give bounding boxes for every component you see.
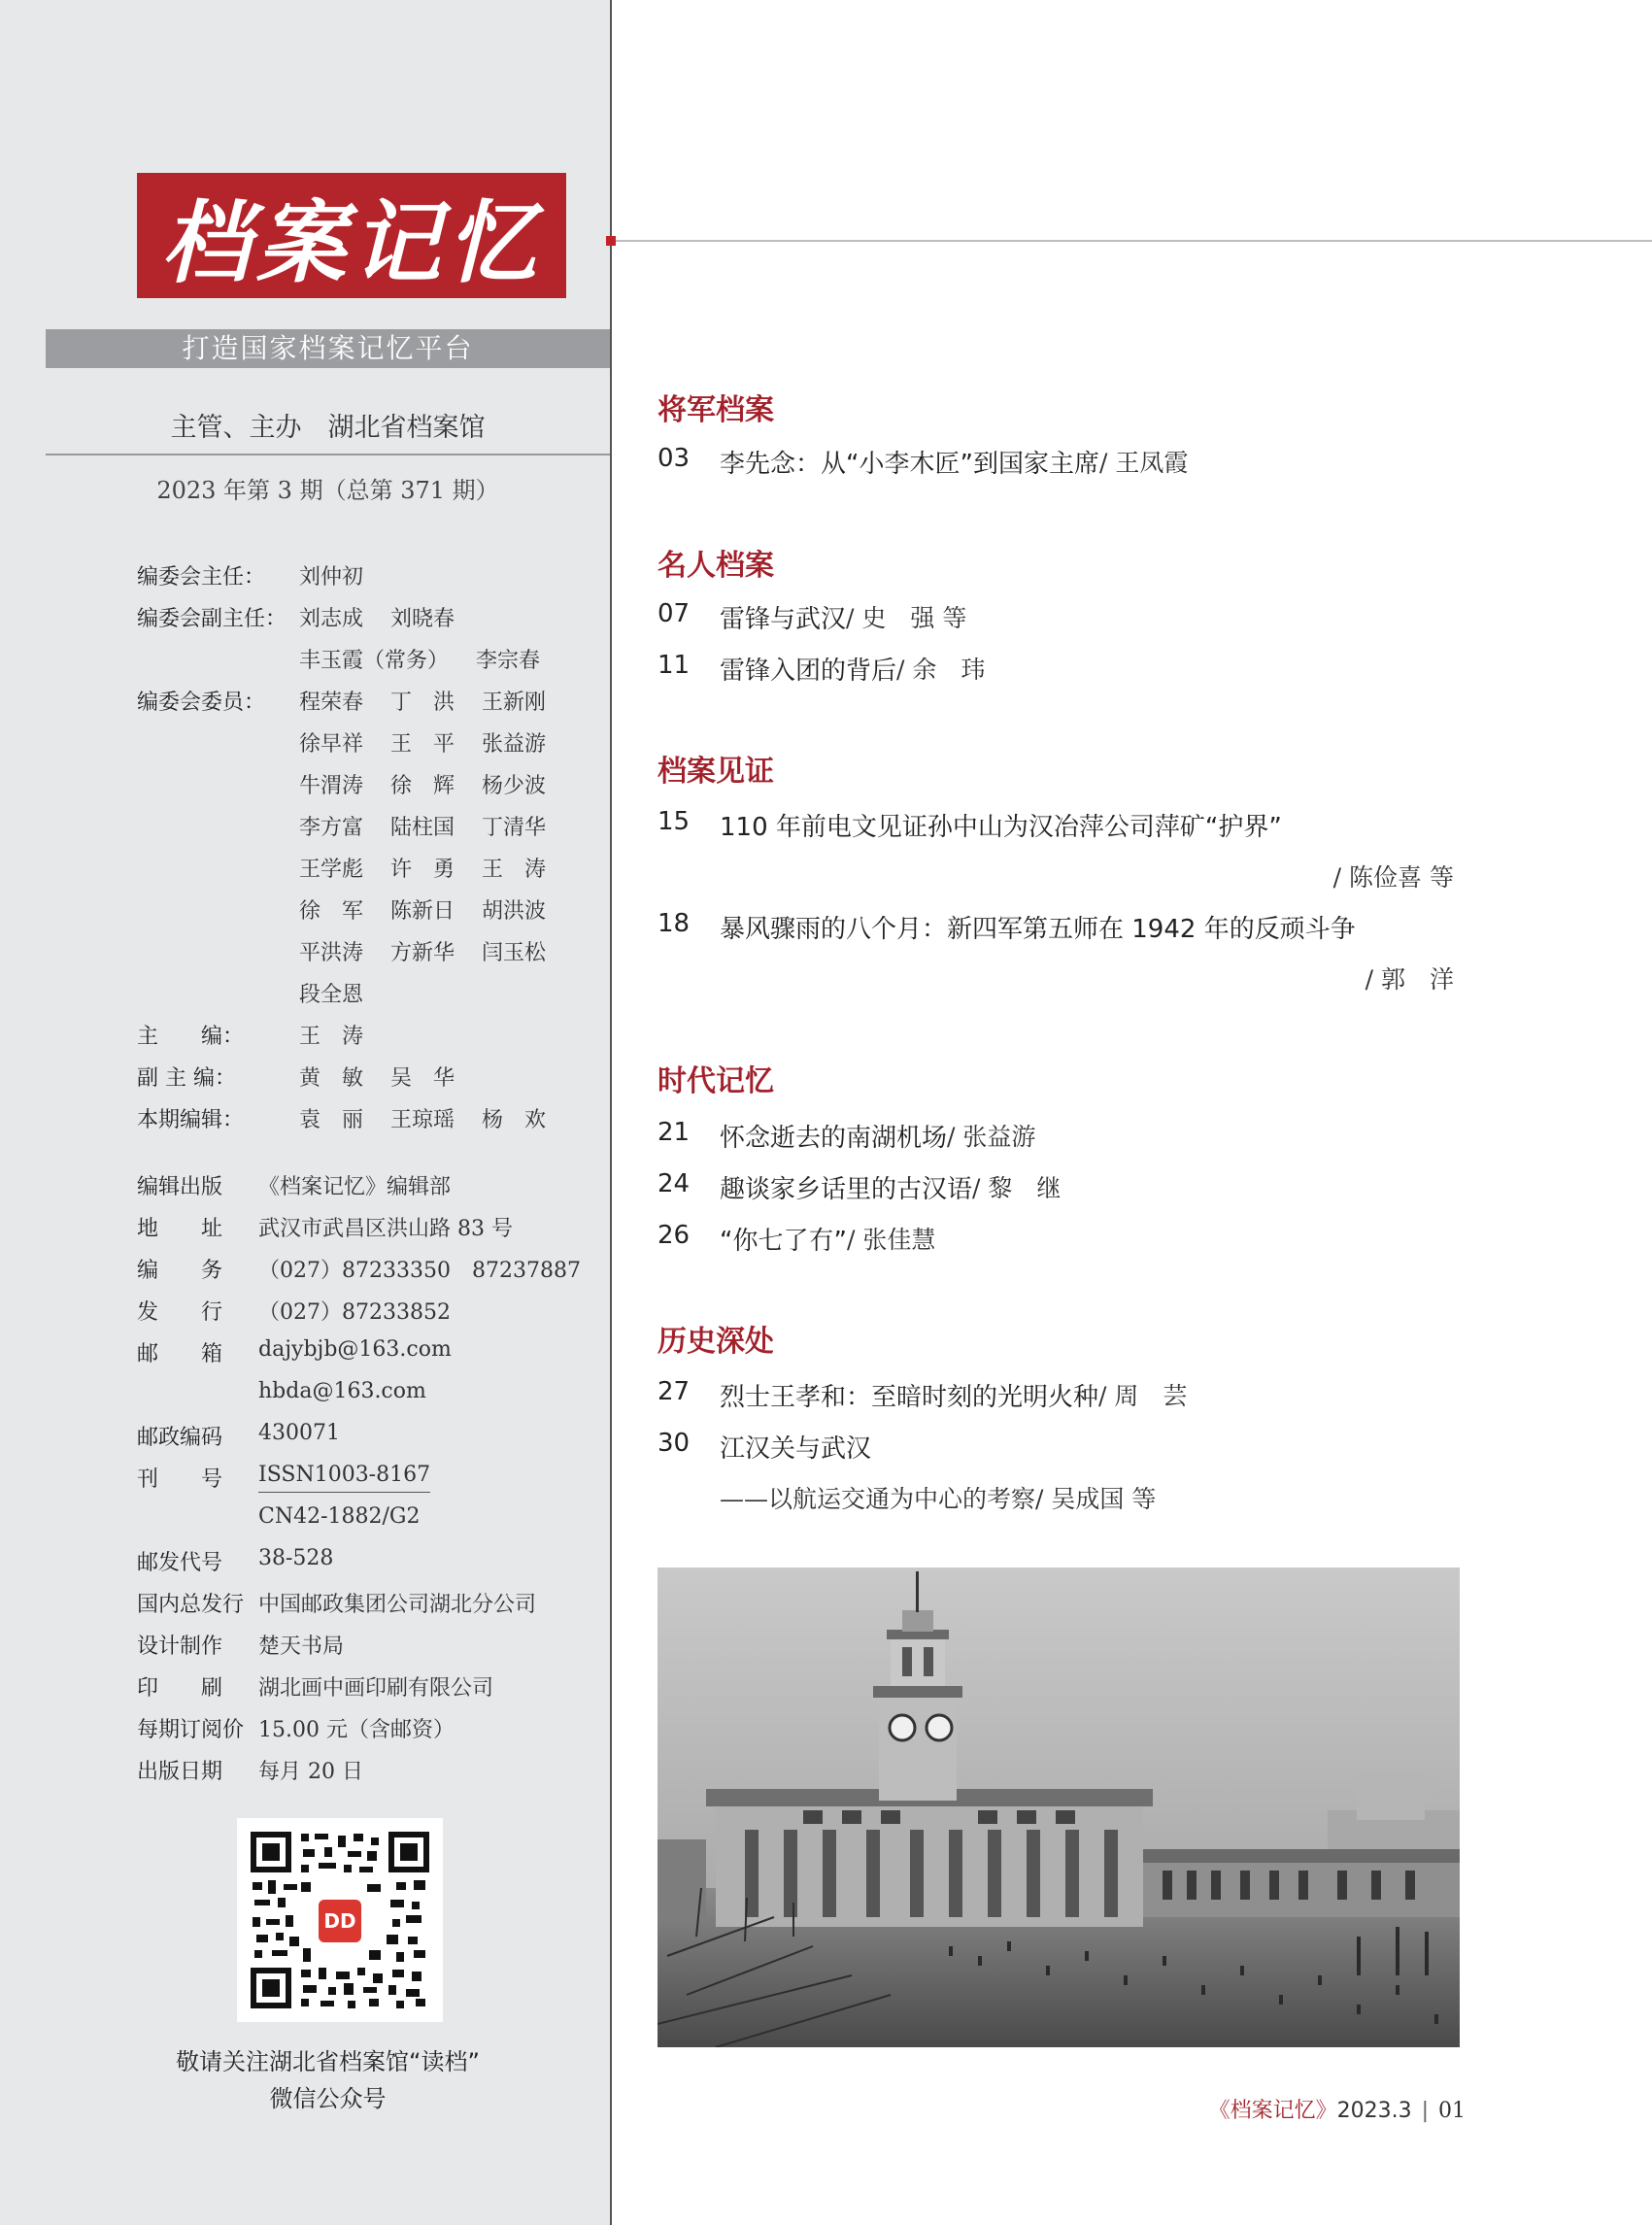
- board-row: [137, 853, 573, 883]
- info-row: [137, 1337, 452, 1367]
- article-title: 趣谈家乡话里的古汉语: [720, 1175, 973, 1204]
- info-value: 武汉市武昌区洪山路 83 号: [258, 1217, 513, 1241]
- info-row: [137, 1630, 344, 1660]
- masthead-logo: [137, 173, 566, 298]
- info-value: 每月 20 日: [258, 1760, 363, 1784]
- board-role: [137, 727, 299, 758]
- email-value: hbda@163.com: [258, 1379, 426, 1403]
- issn-value: ISSN1003-8167: [258, 1463, 430, 1493]
- board-member: 刘志成: [299, 607, 364, 631]
- board-row: [137, 560, 390, 590]
- board-member: 段全恩: [299, 983, 364, 1007]
- info-value: 38-528: [258, 1546, 334, 1570]
- board-member: 刘仲初: [299, 565, 364, 590]
- info-label: 编 务: [137, 1259, 223, 1283]
- info-label: 设计制作: [137, 1635, 223, 1659]
- board-member: 程荣春: [299, 691, 364, 715]
- red-marker: [606, 236, 616, 246]
- article-title: 怀念逝去的南湖机场: [720, 1124, 948, 1153]
- qr-logo-text: DD: [323, 1909, 356, 1933]
- board-role: 编委会主任：: [137, 565, 266, 590]
- info-value: 15.00 元（含邮资）: [258, 1718, 455, 1742]
- article-title: “你七了冇”: [720, 1227, 847, 1256]
- info-label: 发 行: [137, 1300, 223, 1325]
- board-member: 王 平: [390, 732, 455, 757]
- article-author: / 吴成国 等: [1035, 1485, 1157, 1513]
- info-row: [137, 1588, 536, 1618]
- article-title: 雷锋入团的背后: [720, 657, 897, 686]
- sidebar-divider: [46, 454, 610, 455]
- board-member: 闫玉松: [482, 941, 547, 965]
- info-row: [137, 1713, 455, 1743]
- board-member: 王琼瑶: [390, 1108, 455, 1132]
- board-member: 王 涛: [299, 1025, 364, 1049]
- issue-number: 2023 年第 3 期（总第 371 期）: [156, 477, 499, 504]
- article-title: 110 年前电文见证孙中山为汉冶萍公司萍矿“护界”: [720, 813, 1282, 842]
- board-member: 刘晓春: [390, 607, 455, 631]
- toc-entry[interactable]: [657, 444, 1188, 480]
- board-member: 吴 华: [390, 1066, 455, 1091]
- article-title: 雷锋与武汉: [720, 605, 847, 634]
- top-rule: [616, 240, 1652, 242]
- article-author: / 余 玮: [896, 656, 986, 684]
- board-row: [137, 1020, 390, 1050]
- page-number: 07: [657, 599, 691, 628]
- article-author: / 黎 继: [972, 1174, 1062, 1202]
- logo-text: 档案记忆: [160, 189, 542, 295]
- article-author: / 张益游: [947, 1123, 1036, 1151]
- board-row: [137, 602, 482, 632]
- board-member: 胡洪波: [482, 899, 547, 924]
- toc-entry[interactable]: [657, 1221, 935, 1257]
- toc-entry[interactable]: [657, 651, 985, 687]
- info-row: [137, 1546, 333, 1576]
- board-row: [137, 686, 573, 716]
- info-value: 楚天书局: [258, 1635, 345, 1659]
- page-number: 03: [657, 444, 691, 473]
- qr-code: [237, 1818, 443, 2022]
- page-number: 21: [657, 1118, 691, 1147]
- info-value: （027）87233350 87237887: [258, 1259, 581, 1283]
- board-member: 丁清华: [482, 816, 547, 840]
- page-number: 30: [657, 1429, 691, 1458]
- board-member: 李方富: [299, 816, 364, 840]
- sponsor: 主管、主办 湖北省档案馆: [170, 413, 486, 443]
- historical-photo-customs-house: [657, 1568, 1460, 2047]
- section-title: 时代记忆: [657, 1064, 774, 1098]
- info-row: [137, 1379, 426, 1403]
- article-author: / 张佳慧: [846, 1226, 936, 1254]
- board-member: 丰玉霞（常务）: [299, 649, 450, 673]
- info-row: [137, 1421, 340, 1451]
- article-author: / 陈俭喜 等: [1332, 863, 1454, 892]
- board-role: 编委会委员：: [137, 691, 266, 715]
- toc-entry[interactable]: [657, 909, 1356, 945]
- board-role: [137, 769, 299, 799]
- board-member: 李宗春: [476, 649, 541, 673]
- info-value: 湖北画中画印刷有限公司: [258, 1676, 494, 1701]
- section-title: 档案见证: [657, 755, 774, 789]
- info-label: [137, 1379, 258, 1403]
- toc-entry-subtitle: [720, 1480, 1156, 1515]
- qr-caption-line: 微信公众号: [269, 2085, 387, 2112]
- info-label: 刊 号: [137, 1467, 223, 1492]
- toc-entry[interactable]: [657, 1429, 871, 1465]
- board-member: 黄 敏: [299, 1066, 364, 1091]
- board-member: 平洪涛: [299, 941, 364, 965]
- board-row: [137, 978, 390, 1008]
- footer-separator: |: [1421, 2099, 1429, 2123]
- toc-entry[interactable]: [657, 1118, 1035, 1154]
- info-label: 邮发代号: [137, 1551, 223, 1575]
- board-role: [137, 811, 299, 841]
- board-member: 张益游: [482, 732, 547, 757]
- section-title: 将军档案: [657, 393, 774, 427]
- board-member: 杨 欢: [482, 1108, 547, 1132]
- board-row: [137, 727, 573, 758]
- info-row: [137, 1296, 451, 1326]
- toc-entry[interactable]: [657, 807, 1282, 843]
- toc-entry[interactable]: [657, 1169, 1061, 1205]
- board-member: 袁 丽: [299, 1108, 364, 1132]
- board-role: [137, 644, 299, 674]
- info-label: 国内总发行: [137, 1593, 245, 1617]
- article-author: / 郭 洋: [1365, 965, 1454, 994]
- slogan-bar: [46, 329, 610, 368]
- section-title: 历史深处: [657, 1325, 774, 1359]
- board-member: 王学彪: [299, 858, 364, 882]
- board-member: 许 勇: [390, 858, 455, 882]
- info-label: 地 址: [137, 1217, 223, 1241]
- article-title: 李先念：从“小李木匠”到国家主席: [720, 450, 1099, 479]
- info-row: [137, 1463, 430, 1493]
- board-role: 主 编：: [137, 1025, 245, 1049]
- page-number: 18: [657, 909, 691, 938]
- qr-code-icon: [251, 1832, 429, 2008]
- info-label: 出版日期: [137, 1760, 223, 1784]
- page-number: 24: [657, 1169, 691, 1198]
- page-number: 26: [657, 1221, 691, 1250]
- customs-house-illustration: [657, 1568, 1460, 2047]
- article-title: 暴风骤雨的八个月：新四军第五师在 1942 年的反顽斗争: [720, 915, 1356, 944]
- info-row: [137, 1504, 420, 1529]
- board-member: 徐 军: [299, 899, 364, 924]
- page-number: 15: [657, 807, 691, 836]
- info-row: [137, 1671, 493, 1702]
- page-number: 11: [657, 651, 691, 680]
- board-row: [137, 1103, 573, 1133]
- info-value: 《档案记忆》编辑部: [258, 1175, 452, 1199]
- board-member: 丁 洪: [390, 691, 455, 715]
- board-role: [137, 936, 299, 966]
- toc-entry[interactable]: [657, 1377, 1187, 1413]
- article-author: / 史 强 等: [846, 604, 967, 632]
- board-role: 副 主 编：: [137, 1066, 236, 1091]
- board-row: [137, 769, 573, 799]
- cn-value: CN42-1882/G2: [258, 1504, 421, 1529]
- footer-issue: 2023.3: [1336, 2099, 1412, 2123]
- info-value: 430071: [258, 1421, 340, 1445]
- board-member: 王新刚: [482, 691, 547, 715]
- article-author: / 周 芸: [1098, 1382, 1188, 1410]
- board-member: 陈新日: [390, 899, 455, 924]
- board-row: [137, 811, 573, 841]
- board-member: 方新华: [390, 941, 455, 965]
- footer-page-number: 01: [1438, 2099, 1466, 2123]
- info-label: 印 刷: [137, 1676, 223, 1701]
- info-row: [137, 1212, 513, 1242]
- article-title: 江汉关与武汉: [720, 1434, 872, 1464]
- info-row: [137, 1170, 451, 1200]
- board-row: [137, 936, 573, 966]
- board-role: [137, 853, 299, 883]
- board-member: 徐早祥: [299, 732, 364, 757]
- section-title: 名人档案: [657, 549, 774, 583]
- info-label: 编辑出版: [137, 1175, 223, 1199]
- slogan: 打造国家档案记忆平台: [182, 332, 474, 364]
- info-label: [137, 1504, 258, 1529]
- board-member: 杨少波: [482, 774, 547, 798]
- board-role: 编委会副主任：: [137, 607, 287, 631]
- info-row: [137, 1755, 363, 1785]
- board-member: 徐 辉: [390, 774, 455, 798]
- email-value: dajybjb@163.com: [258, 1337, 452, 1362]
- qr-caption-line: 敬请关注湖北省档案馆“读档”: [176, 2048, 480, 2075]
- board-member: 陆柱国: [390, 816, 455, 840]
- info-row: [137, 1254, 581, 1284]
- info-value: 中国邮政集团公司湖北分公司: [258, 1593, 537, 1617]
- info-label: 邮 箱: [137, 1342, 223, 1366]
- info-label: 邮政编码: [137, 1426, 223, 1450]
- page-footer: [0, 2094, 1466, 2124]
- board-role: [137, 894, 299, 925]
- board-member: 牛渭涛: [299, 774, 364, 798]
- toc-entry[interactable]: [657, 599, 966, 635]
- info-value: （027）87233852: [258, 1300, 451, 1325]
- article-subtitle: ——以航运交通为中心的考察: [720, 1485, 1036, 1513]
- board-member: 王 涛: [482, 858, 547, 882]
- vertical-divider: [610, 0, 612, 2225]
- board-role: 本期编辑：: [137, 1108, 245, 1132]
- footer-journal: 《档案记忆》: [1208, 2099, 1337, 2123]
- board-row: [137, 644, 567, 674]
- info-label: 每期订阅价: [137, 1718, 245, 1742]
- board-role: [137, 978, 299, 1008]
- article-title: 烈士王孝和：至暗时刻的光明火种: [720, 1383, 1099, 1412]
- page-number: 27: [657, 1377, 691, 1406]
- article-author: / 王凤霞: [1098, 449, 1189, 477]
- board-row: [137, 894, 573, 925]
- board-row: [137, 1062, 482, 1092]
